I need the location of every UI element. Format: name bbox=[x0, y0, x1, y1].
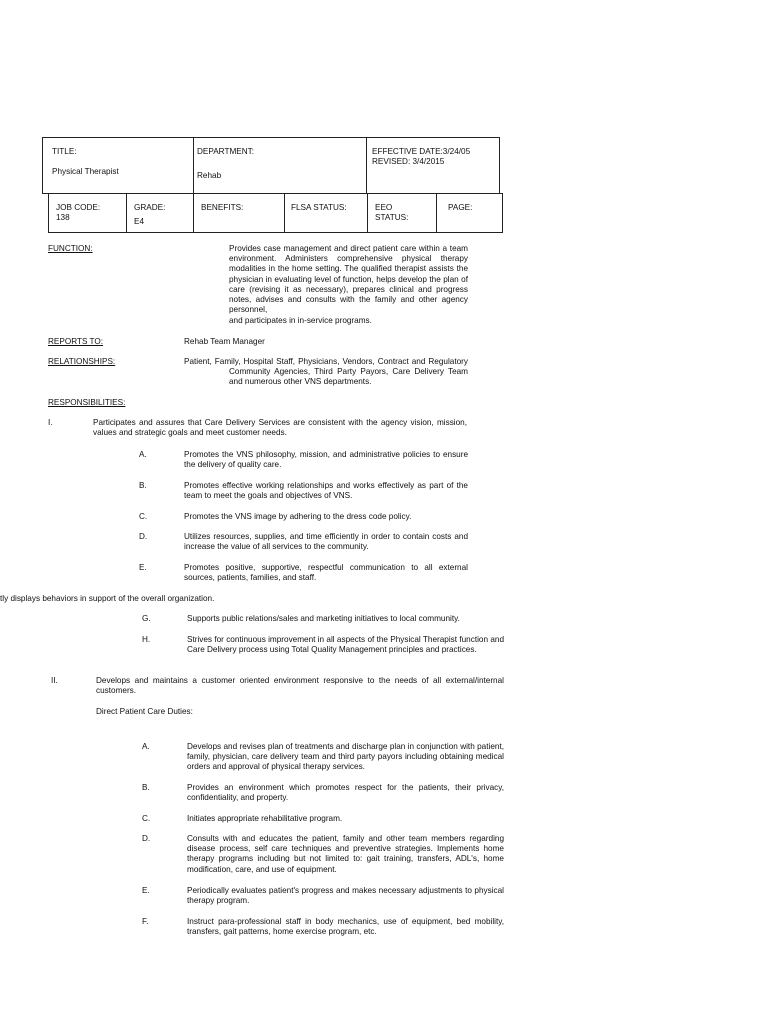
eeo-label-line1: EEO bbox=[375, 203, 393, 212]
item-text: Instruct para-professional staff in body mechanics, use of equipment, bed mobility, transfers, gait patterns, home exercise program, etc. bbox=[187, 917, 504, 937]
grade-value: E4 bbox=[134, 217, 145, 226]
item-letter: E. bbox=[139, 563, 147, 572]
item-text: Promotes the VNS philosophy, mission, and administrative policies to ensure the delivery of quality care. bbox=[184, 450, 468, 470]
department-cell bbox=[193, 137, 367, 194]
section1-overflow-line: tly displays behaviors in support of the overall organization. bbox=[0, 594, 215, 603]
item-text: Supports public relations/sales and marketing initiatives to local community. bbox=[187, 614, 460, 623]
item-letter: C. bbox=[139, 512, 148, 521]
item-text: Promotes positive, supportive, respectful communication to all external sources, patients, families, and staff. bbox=[184, 563, 468, 583]
item-text: Periodically evaluates patient's progress and makes necessary adjustments to physical therapy program. bbox=[187, 886, 504, 906]
section2-numeral: II. bbox=[51, 676, 58, 685]
page-label: PAGE: bbox=[448, 203, 473, 212]
item-letter: B. bbox=[139, 481, 147, 490]
section1-numeral: I. bbox=[48, 418, 53, 427]
relationships-text: Patient, Family, Hospital Staff, Physicians, Vendors, Contract and Regulatory Community Agencies, Third Party Payors, Care Delivery Team and numerous other VNS departments. bbox=[184, 357, 468, 387]
page-cell bbox=[436, 193, 503, 233]
item-letter: C. bbox=[142, 814, 151, 823]
item-letter: D. bbox=[139, 532, 148, 541]
item-letter: B. bbox=[142, 783, 150, 792]
item-text: Promotes the VNS image by adhering to the dress code policy. bbox=[184, 512, 412, 521]
item-letter: H. bbox=[142, 635, 151, 644]
department-label: DEPARTMENT: bbox=[197, 147, 255, 156]
reports-to-label: REPORTS TO: bbox=[48, 337, 104, 346]
benefits-label: BENEFITS: bbox=[201, 203, 244, 212]
item-text: Promotes effective working relationships and works effectively as part of the team to meet the goals and objectives of VNS. bbox=[184, 481, 468, 501]
function-text: Provides case management and direct patient care within a team environment. Administers comprehensive physical therapy modalities in the home setting. The qualified therapist assists the physician in evaluating level of function, helps develop the plan of care (revising it as necessary), prepares clinical and progress notes, advises and consults with the family and other agency personnel, bbox=[229, 244, 468, 315]
item-text: Consults with and educates the patient, family and other team members regarding disease process, self care techniques and preventive strategies. Implements home therapy programs including but not limited to: gait training, transfers, ADL's, home modification, care, and use of equipment. bbox=[187, 834, 504, 874]
item-letter: F. bbox=[142, 917, 149, 926]
job-code-value: 138 bbox=[56, 213, 70, 222]
function-label: FUNCTION: bbox=[48, 244, 93, 253]
item-letter: A. bbox=[142, 742, 150, 751]
function-text-last-line: and participates in in-service programs. bbox=[229, 316, 372, 325]
responsibilities-label: RESPONSIBILITIES: bbox=[48, 398, 126, 407]
benefits-cell bbox=[193, 193, 285, 233]
title-value: Physical Therapist bbox=[52, 167, 119, 176]
item-text: Initiates appropriate rehabilitative program. bbox=[187, 814, 343, 823]
item-letter: G. bbox=[142, 614, 151, 623]
item-text: Develops and revises plan of treatments and discharge plan in conjunction with patient, family, physician, care delivery team and third party payors including obtaining medical orders and approval of physical therapy services. bbox=[187, 742, 504, 772]
relationships-value bbox=[184, 357, 468, 388]
section2-text: Develops and maintains a customer oriented environment responsive to the needs of all external/internal customers. bbox=[96, 676, 504, 696]
eeo-label-line2: STATUS: bbox=[375, 213, 409, 222]
item-text: Provides an environment which promotes respect for the patients, their privacy, confidentiality, and property. bbox=[187, 783, 504, 803]
job-code-cell bbox=[48, 193, 127, 233]
job-code-label: JOB CODE: bbox=[56, 203, 101, 212]
reports-to-value: Rehab Team Manager bbox=[184, 337, 265, 346]
grade-cell bbox=[126, 193, 194, 233]
flsa-label: FLSA STATUS: bbox=[291, 203, 347, 212]
revised-date: REVISED: 3/4/2015 bbox=[372, 157, 445, 166]
department-value: Rehab bbox=[197, 171, 222, 180]
item-letter: E. bbox=[142, 886, 150, 895]
item-letter: D. bbox=[142, 834, 151, 843]
item-text: Utilizes resources, supplies, and time efficiently in order to contain costs and increase the value of all services to the community. bbox=[184, 532, 468, 552]
title-label: TITLE: bbox=[52, 147, 77, 156]
eeo-cell bbox=[367, 193, 437, 233]
grade-label: GRADE: bbox=[134, 203, 166, 212]
flsa-cell bbox=[284, 193, 368, 233]
title-cell bbox=[42, 137, 194, 194]
effective-date-cell bbox=[366, 137, 500, 194]
relationships-label: RELATIONSHIPS: bbox=[48, 357, 116, 366]
effective-date: EFFECTIVE DATE:3/24/05 bbox=[372, 147, 471, 156]
section1-text: Participates and assures that Care Delivery Services are consistent with the agency vision, mission, values and strategic goals and meet customer needs. bbox=[93, 418, 467, 438]
section2-subheading: Direct Patient Care Duties: bbox=[96, 707, 193, 716]
item-text: Strives for continuous improvement in all aspects of the Physical Therapist function and Care Delivery process using Total Quality Management principles and practices. bbox=[187, 635, 504, 655]
item-letter: A. bbox=[139, 450, 147, 459]
